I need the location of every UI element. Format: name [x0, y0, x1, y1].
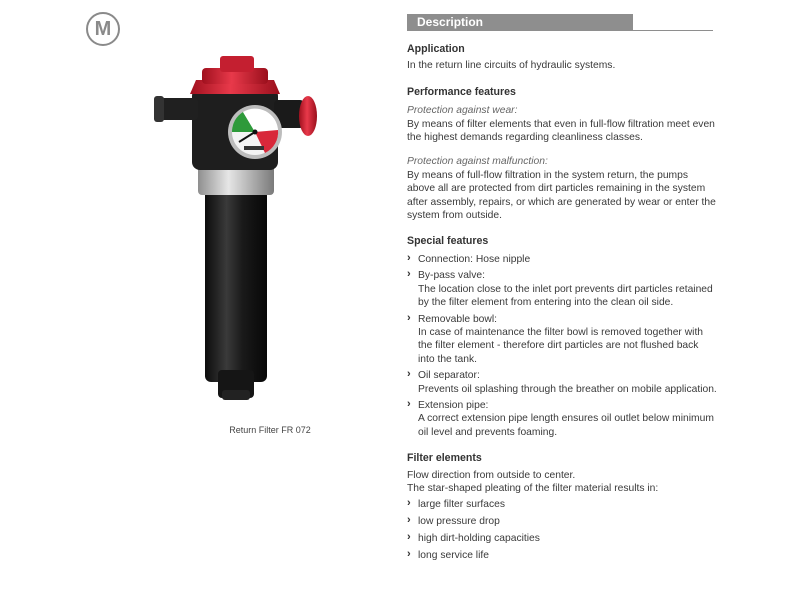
application-heading: Application — [407, 43, 465, 55]
list-item: › Removable bowl: In case of maintenance the filter bowl is removed together with the filter element - therefore dirt particles are not flushed back into the tank. — [407, 311, 704, 365]
list-item: › high dirt-holding capacities — [407, 530, 540, 544]
chevron-right-icon: › — [407, 547, 411, 560]
return-filter-image — [140, 50, 330, 410]
filter-text-2: The star-shaped pleating of the filter material results in: — [407, 482, 659, 494]
list-item: › Extension pipe: A correct extension pipe length ensures oil outlet below minimum oil level and prevents foaming. — [407, 397, 714, 438]
description-header — [407, 14, 713, 32]
chevron-right-icon: › — [407, 251, 411, 264]
description-column — [407, 14, 717, 566]
chevron-right-icon: › — [407, 397, 411, 410]
chevron-right-icon: › — [407, 530, 411, 543]
image-caption: Return Filter FR 072 — [229, 425, 311, 435]
list-item: › Connection: Hose nipple — [407, 251, 531, 265]
malfunction-subtitle: Protection against malfunction: — [407, 156, 548, 168]
performance-heading: Performance features — [407, 85, 516, 98]
chevron-right-icon: › — [407, 497, 411, 510]
filter-elements-heading: Filter elements — [407, 452, 482, 465]
filter-text-1: Flow direction from outside to center. — [407, 469, 576, 481]
list-item: › Oil separator: Prevents oil splashing through the breather on mobile application. — [407, 368, 717, 395]
list-item: › low pressure drop — [407, 514, 500, 528]
wear-text: By means of filter elements that even in full-flow filtration meet even the highest demands regarding cleanliness classes. — [407, 118, 715, 144]
list-item: › By-pass valve: The location close to the inlet port prevents dirt particles retained by the filter element from entering into the clean oil side. — [407, 268, 713, 309]
description-title: Description — [417, 15, 484, 29]
chevron-right-icon: › — [407, 514, 411, 527]
malfunction-text: By means of full-flow filtration in the system return, the pumps above all are protected from dirt particles remaining in the system after assembly, repairs, or which are generated by wear or enter the system from outside. — [407, 169, 716, 222]
application-text: In the return line circuits of hydraulic systems. — [407, 60, 616, 72]
chevron-right-icon: › — [407, 311, 411, 324]
filter-benefits-list — [407, 498, 717, 562]
special-features-heading: Special features — [407, 235, 489, 248]
wear-subtitle: Protection against wear: — [407, 105, 518, 117]
m-badge-icon: M — [86, 12, 120, 46]
list-item: › long service life — [407, 547, 489, 561]
special-features-list — [407, 253, 717, 439]
list-item: › large filter surfaces — [407, 497, 505, 511]
chevron-right-icon: › — [407, 268, 411, 281]
chevron-right-icon: › — [407, 368, 411, 381]
